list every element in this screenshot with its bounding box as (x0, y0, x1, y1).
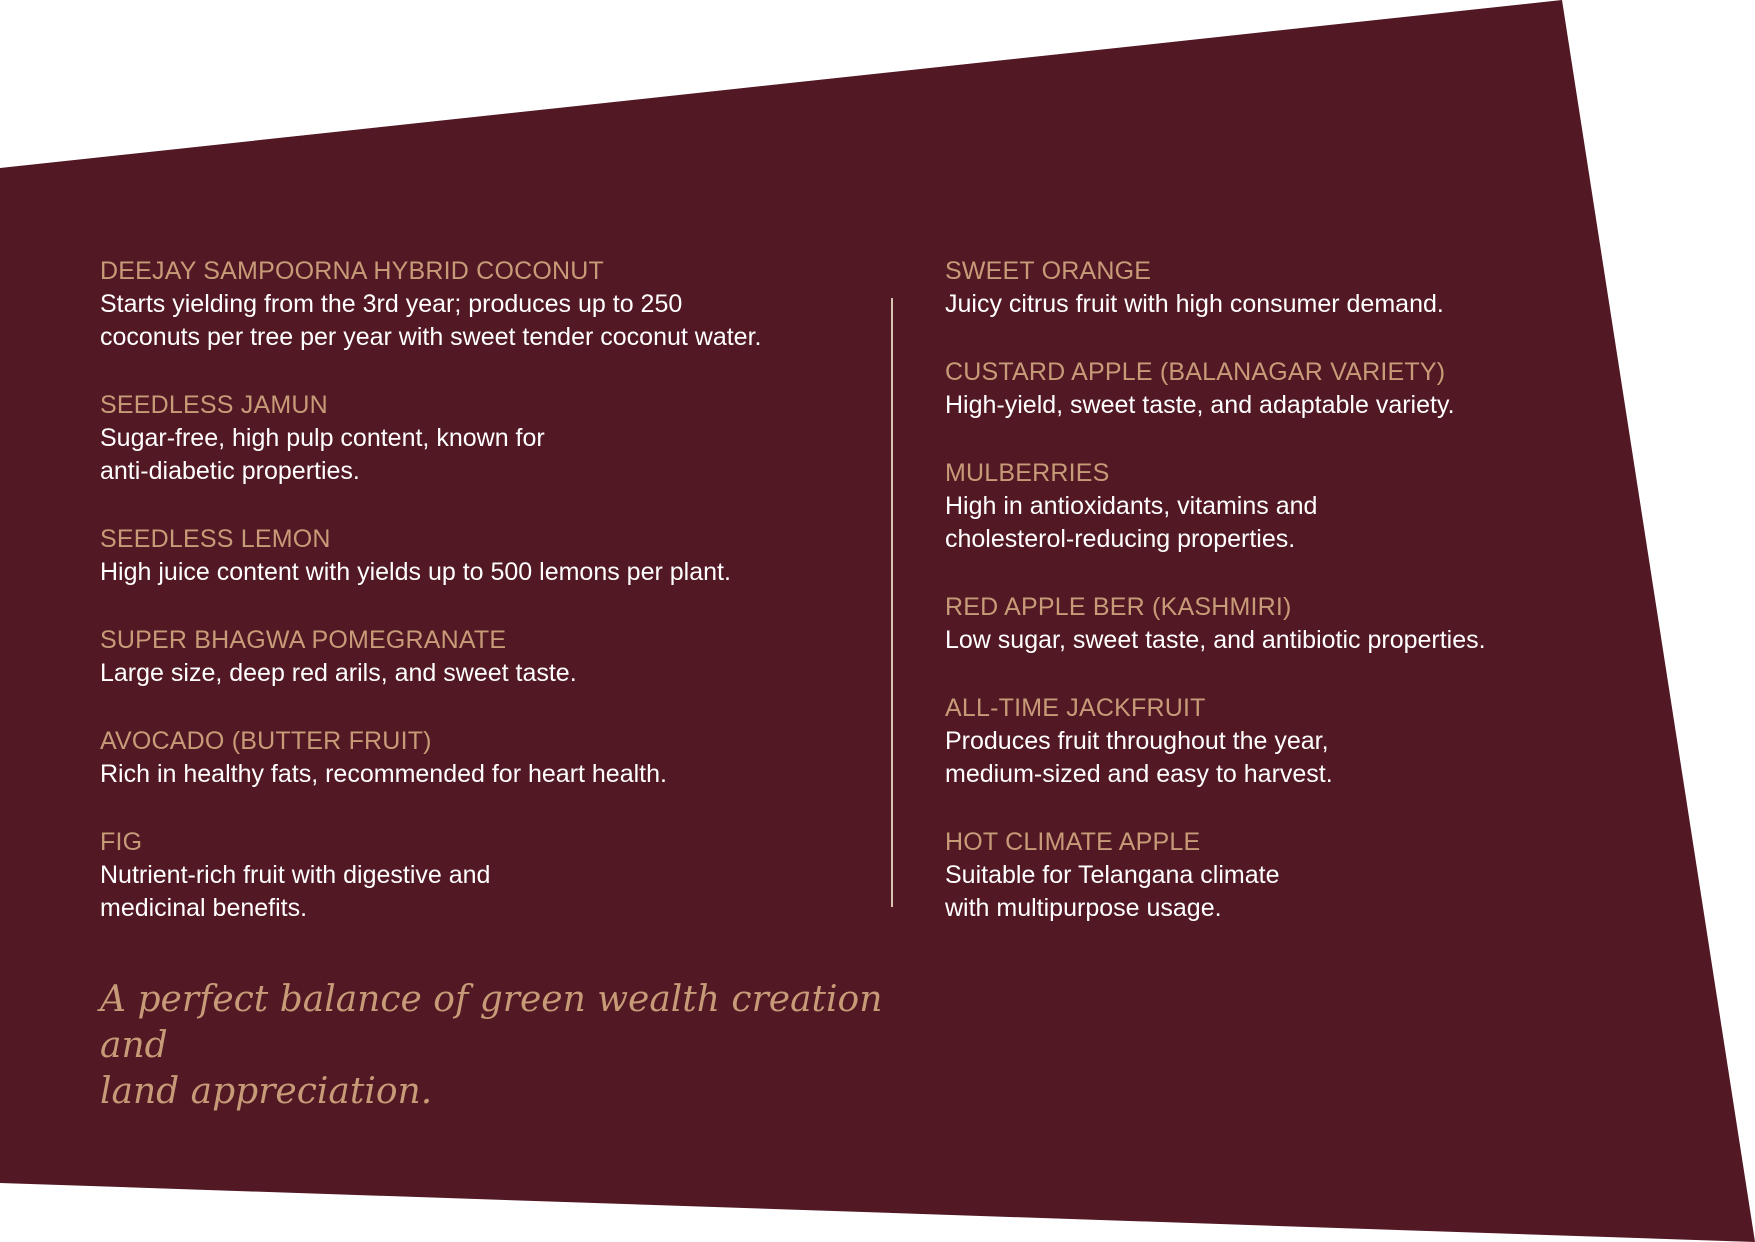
fruit-description: High in antioxidants, vitamins and cholesterol-reducing properties. (945, 492, 1318, 553)
fruit-description: Nutrient-rich fruit with digestive and medicinal benefits. (100, 861, 491, 922)
fruit-title: SEEDLESS LEMON (100, 525, 331, 553)
fruit-title: AVOCADO (BUTTER FRUIT) (100, 727, 432, 755)
fruit-title: ALL-TIME JACKFRUIT (945, 694, 1206, 722)
fruit-item (945, 254, 1645, 321)
fruit-description: Produces fruit throughout the year, medium-sized and easy to harvest. (945, 727, 1333, 788)
fruit-description: Juicy citrus fruit with high consumer demand. (945, 290, 1444, 318)
fruit-title: CUSTARD APPLE (BALANAGAR VARIETY) (945, 358, 1446, 386)
column-divider (891, 298, 893, 907)
fruit-item (100, 522, 870, 589)
fruit-item (100, 724, 870, 791)
fruit-description: Suitable for Telangana climate with multipurpose usage. (945, 861, 1280, 922)
fruit-description: High juice content with yields up to 500 lemons per plant. (100, 558, 731, 586)
fruit-description: Low sugar, sweet taste, and antibiotic properties. (945, 626, 1486, 654)
fruit-description: Sugar-free, high pulp content, known for anti-diabetic properties. (100, 424, 545, 485)
tagline: A perfect balance of green wealth creation and land appreciation. (100, 979, 883, 1112)
fruit-item (945, 590, 1645, 657)
left-fruit-list (100, 254, 870, 959)
fruit-description: Rich in healthy fats, recommended for heart health. (100, 760, 667, 788)
fruit-item (945, 355, 1645, 422)
fruit-description: Large size, deep red arils, and sweet taste. (100, 659, 577, 687)
fruit-title: DEEJAY SAMPOORNA HYBRID COCONUT (100, 257, 604, 285)
fruit-item (945, 691, 1645, 791)
fruit-description: Starts yielding from the 3rd year; produces up to 250 coconuts per tree per year with sweet tender coconut water. (100, 290, 762, 351)
fruit-title: HOT CLIMATE APPLE (945, 828, 1201, 856)
fruit-title: SUPER BHAGWA POMEGRANATE (100, 626, 507, 654)
fruit-title: SEEDLESS JAMUN (100, 391, 328, 419)
fruit-item (100, 825, 870, 925)
fruit-item (945, 456, 1645, 556)
fruit-item (100, 623, 870, 690)
fruit-description: High-yield, sweet taste, and adaptable variety. (945, 391, 1455, 419)
fruit-item (945, 825, 1645, 925)
fruit-item (100, 254, 870, 354)
fruit-title: FIG (100, 828, 143, 856)
fruit-title: RED APPLE BER (KASHMIRI) (945, 593, 1292, 621)
fruit-title: MULBERRIES (945, 459, 1110, 487)
fruit-item (100, 388, 870, 488)
fruit-title: SWEET ORANGE (945, 257, 1152, 285)
right-fruit-list (945, 254, 1645, 959)
